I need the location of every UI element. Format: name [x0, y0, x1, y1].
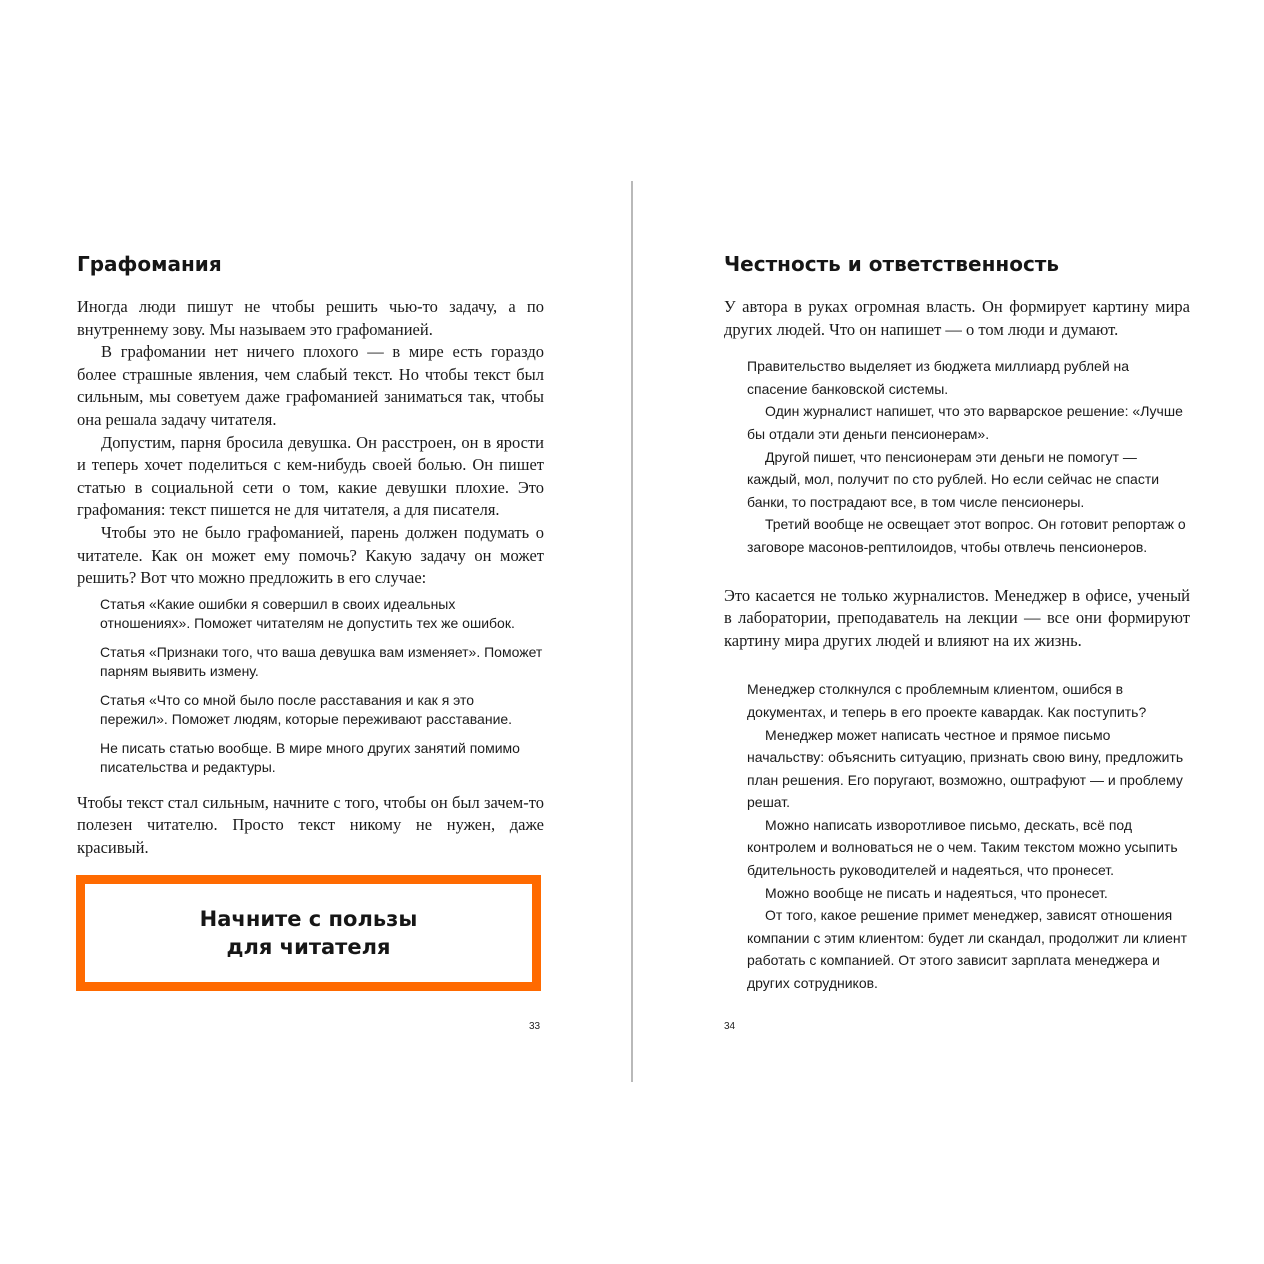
- paragraph: Иногда люди пишут не чтобы решить чью-то задачу, а по внутреннему зову. Мы называем это графоманией.: [77, 297, 544, 339]
- page-number-right: 34: [724, 1021, 736, 1032]
- case-study-block: [747, 678, 1190, 994]
- left-page: [77, 250, 544, 991]
- case-paragraph: Можно вообще не писать и надеяться, что пронесет.: [765, 884, 1108, 901]
- left-page-body: [77, 296, 544, 590]
- callout-box: [76, 875, 541, 991]
- right-page-heading: Честность и ответственность: [724, 252, 1060, 276]
- callout-line: для читателя: [226, 934, 391, 959]
- middle-paragraph: Это касается не только журналистов. Менеджер в офисе, ученый в лаборатории, преподаватель на лекции — все они формируют картину мира других людей и влияют на их жизнь.: [724, 585, 1190, 650]
- intro-paragraph: У автора в руках огромная власть. Он формирует картину мира других людей. Что он напишет — о том люди и думают.: [724, 297, 1190, 339]
- example-list: [100, 595, 544, 778]
- book-spine-divider: [631, 181, 633, 1082]
- example-item: Статья «Что со мной было после расставания и как я это пережил». Поможет людям, которые переживают расставание.: [100, 691, 513, 728]
- conclusion-paragraph: Чтобы текст стал сильным, начните с того, чтобы он был зачем-то полезен читателю. Просто текст никому не нужен, даже красивый.: [77, 792, 544, 857]
- paragraph: Допустим, парня бросила девушка. Он расстроен, он в ярости и теперь хочет поделиться с кем-нибудь своей болью. Он пишет статью в социальной сети о том, какие девушки плохие. Это графомания: текст пишется не для читателя, а для писателя.: [77, 432, 544, 520]
- left-page-heading: Графомания: [77, 252, 222, 276]
- case-paragraph: Правительство выделяет из бюджета миллиард рублей на спасение банковской системы.: [747, 358, 1130, 397]
- case-paragraph: Менеджер столкнулся с проблемным клиентом, ошибся в документах, и теперь в его проекте кавардак. Как поступить?: [747, 681, 1147, 720]
- case-paragraph: Третий вообще не освещает этот вопрос. Он готовит репортаж о заговоре масонов-рептилоидов, чтобы отвлечь пенсионеров.: [747, 516, 1186, 555]
- example-item: Статья «Признаки того, что ваша девушка вам изменяет». Поможет парням выявить измену.: [100, 643, 543, 680]
- example-item: Не писать статью вообще. В мире много других занятий помимо писательства и редактуры.: [100, 739, 520, 776]
- case-study-block: [747, 355, 1190, 558]
- page-number-left: 33: [529, 1021, 541, 1032]
- paragraph: В графомании нет ничего плохого — в мире есть гораздо более страшные явления, чем слабый текст. Но чтобы текст был сильным, мы советуем даже графоманией заниматься так, чтобы она решала задачу читателя.: [77, 342, 544, 429]
- case-paragraph: Один журналист напишет, что это варварское решение: «Лучше бы отдали эти деньги пенсионерам».: [747, 403, 1183, 442]
- case-paragraph: От того, какое решение примет менеджер, зависят отношения компании с этим клиентом: будет ли скандал, продолжит ли клиент работать с компанией. От этого зависит зарплата менеджера и других сотрудников.: [747, 907, 1188, 992]
- callout-line: Начните с пользы: [199, 906, 418, 931]
- example-item: Статья «Какие ошибки я совершил в своих идеальных отношениях». Поможет читателям не допустить тех же ошибок.: [100, 595, 515, 632]
- case-paragraph: Можно написать изворотливое письмо, дескать, всё под контролем и волноваться не о чем. Таким текстом можно усыпить бдительность руководителей и надеяться, что пронесет.: [747, 816, 1178, 879]
- callout-text: [200, 905, 418, 961]
- case-paragraph: Менеджер может написать честное и прямое письмо начальству: объяснить ситуацию, признать свою вину, предложить план решения. Его поругают, возможно, оштрафуют — и проблему решат.: [747, 726, 1184, 811]
- case-paragraph: Другой пишет, что пенсионерам эти деньги не помогут — каждый, мол, получит по сто рублей. Но если сейчас не спасти банки, то пострадают все, в том числе пенсионеры.: [747, 448, 1160, 510]
- right-page: [724, 250, 1190, 995]
- paragraph: Чтобы это не было графоманией, парень должен подумать о читателе. Как он может ему помочь? Какую задачу он может решить? Вот что можно предложить в его случае:: [77, 522, 544, 588]
